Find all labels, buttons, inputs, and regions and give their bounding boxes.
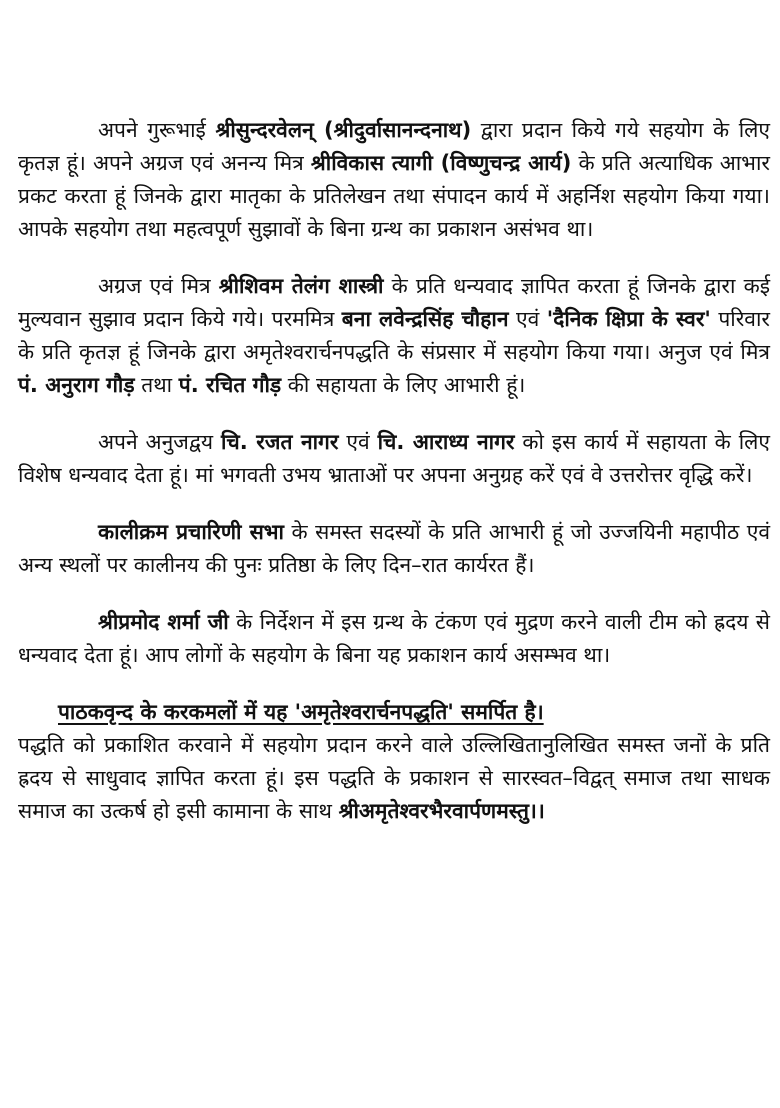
bold-name-text: श्रीअमृतेश्वरभैरवार्पणमस्तु।।	[338, 799, 545, 823]
bold-name-text: कालीक्रम प्रचारिणी सभा	[98, 520, 285, 544]
body-text: द्वारा प्रदान किये गये सहयोग के लिए कृतज्ञ हूं। अपने अग्रज एवं अनन्य मित्र	[18, 118, 770, 175]
bold-name-text: श्रीप्रमोद शर्मा जी	[98, 610, 229, 634]
acknowledgement-page	[18, 114, 770, 828]
body-text: पद्धति को प्रकाशित करवाने में सहयोग प्रदान करने वाले उल्लिखितानुलिखित समस्त जनों के प्रति ह्रदय से साधुवाद ज्ञापित करता हूं। इस पद्धति के प्रकाशन से सारस्वत–विद्वत् समाज तथा साधक समाज का उत्कर्ष हो इसी कामाना के साथ	[18, 733, 770, 823]
body-text: की सहायता के लिए आभारी हूं।	[281, 373, 526, 397]
dedication-paragraph	[18, 696, 770, 828]
body-text: अग्रज एवं मित्र	[98, 274, 219, 298]
body-text: अपने गुरूभाई	[98, 118, 216, 142]
body-text: एवं	[508, 307, 547, 331]
body-text: परिवार के प्रति कृतज्ञ हूं जिनके द्वारा अमृतेश्वरार्चनपद्धति के संप्रसार में सहयोग किया गया। अनुज एवं मित्र	[18, 307, 770, 364]
paragraph	[18, 114, 770, 246]
paragraph	[18, 270, 770, 402]
bold-name-text: श्रीविकास त्यागी (विष्णुचन्द्र आर्य)	[310, 151, 572, 175]
body-text: तथा	[134, 373, 179, 397]
bold-name-text: पं. अनुराग गौड़	[18, 373, 135, 397]
body-text: अपने अनुजद्वय	[98, 430, 221, 454]
bold-name-text: पं. रचित गौड़	[178, 373, 282, 397]
body-text: के प्रति धन्यवाद ज्ञापित करता हूं जिनके द्वारा कई मुल्यवान सुझाव प्रदान किये गये। परममित्र	[18, 274, 771, 331]
body-text: को इस कार्य में सहायता के लिए विशेष धन्यवाद देता हूं। मां भगवती उभय भ्राताओं पर अपना अनुग्रह करें एवं वे उत्तरोत्तर वृद्धि करें।	[18, 430, 770, 487]
bold-name-text: चि. रजत नागर	[220, 430, 339, 454]
dedication-heading: पाठकवृन्द के करकमलों में यह 'अमृतेश्वरार्चनपद्धति' समर्पित है।	[58, 700, 544, 724]
paragraph	[18, 516, 770, 582]
body-text: के निर्देशन में इस ग्रन्थ के टंकण एवं मुद्रण करने वाली टीम को ह्रदय से धन्यवाद देता हूं। आप लोगों के सहयोग के बिना यह प्रकाशन कार्य असम्भव था।	[18, 610, 770, 667]
paragraph	[18, 426, 770, 492]
paragraph	[18, 606, 770, 672]
dedication-body	[18, 733, 770, 823]
bold-name-text: श्रीसुन्दरवेलन् (श्रीदुर्वासानन्दनाथ)	[215, 118, 472, 142]
bold-name-text: बना लवेन्द्रसिंह चौहान	[341, 307, 509, 331]
body-text: के समस्त सदस्यों के प्रति आभारी हूं जो उज्जयिनी महापीठ एवं अन्य स्थलों पर कालीनय की पुनः प्रतिष्ठा के लिए दिन–रात कार्यरत हैं।	[18, 520, 770, 577]
bold-name-text: 'दैनिक क्षिप्रा के स्वर'	[546, 307, 711, 331]
body-text: एवं	[338, 430, 378, 454]
body-text: के प्रति अत्याधिक आभार प्रकट करता हूं जिनके द्वारा मातृका के प्रतिलेखन तथा संपादन कार्य में अहर्निश सहयोग किया गया। आपके सहयोग तथा महत्वपूर्ण सुझावों के बिना ग्रन्थ का प्रकाशन असंभव था।	[18, 151, 770, 241]
bold-name-text: चि. आराध्य नागर	[377, 430, 515, 454]
bold-name-text: श्रीशिवम तेलंग शास्त्री	[218, 274, 384, 298]
